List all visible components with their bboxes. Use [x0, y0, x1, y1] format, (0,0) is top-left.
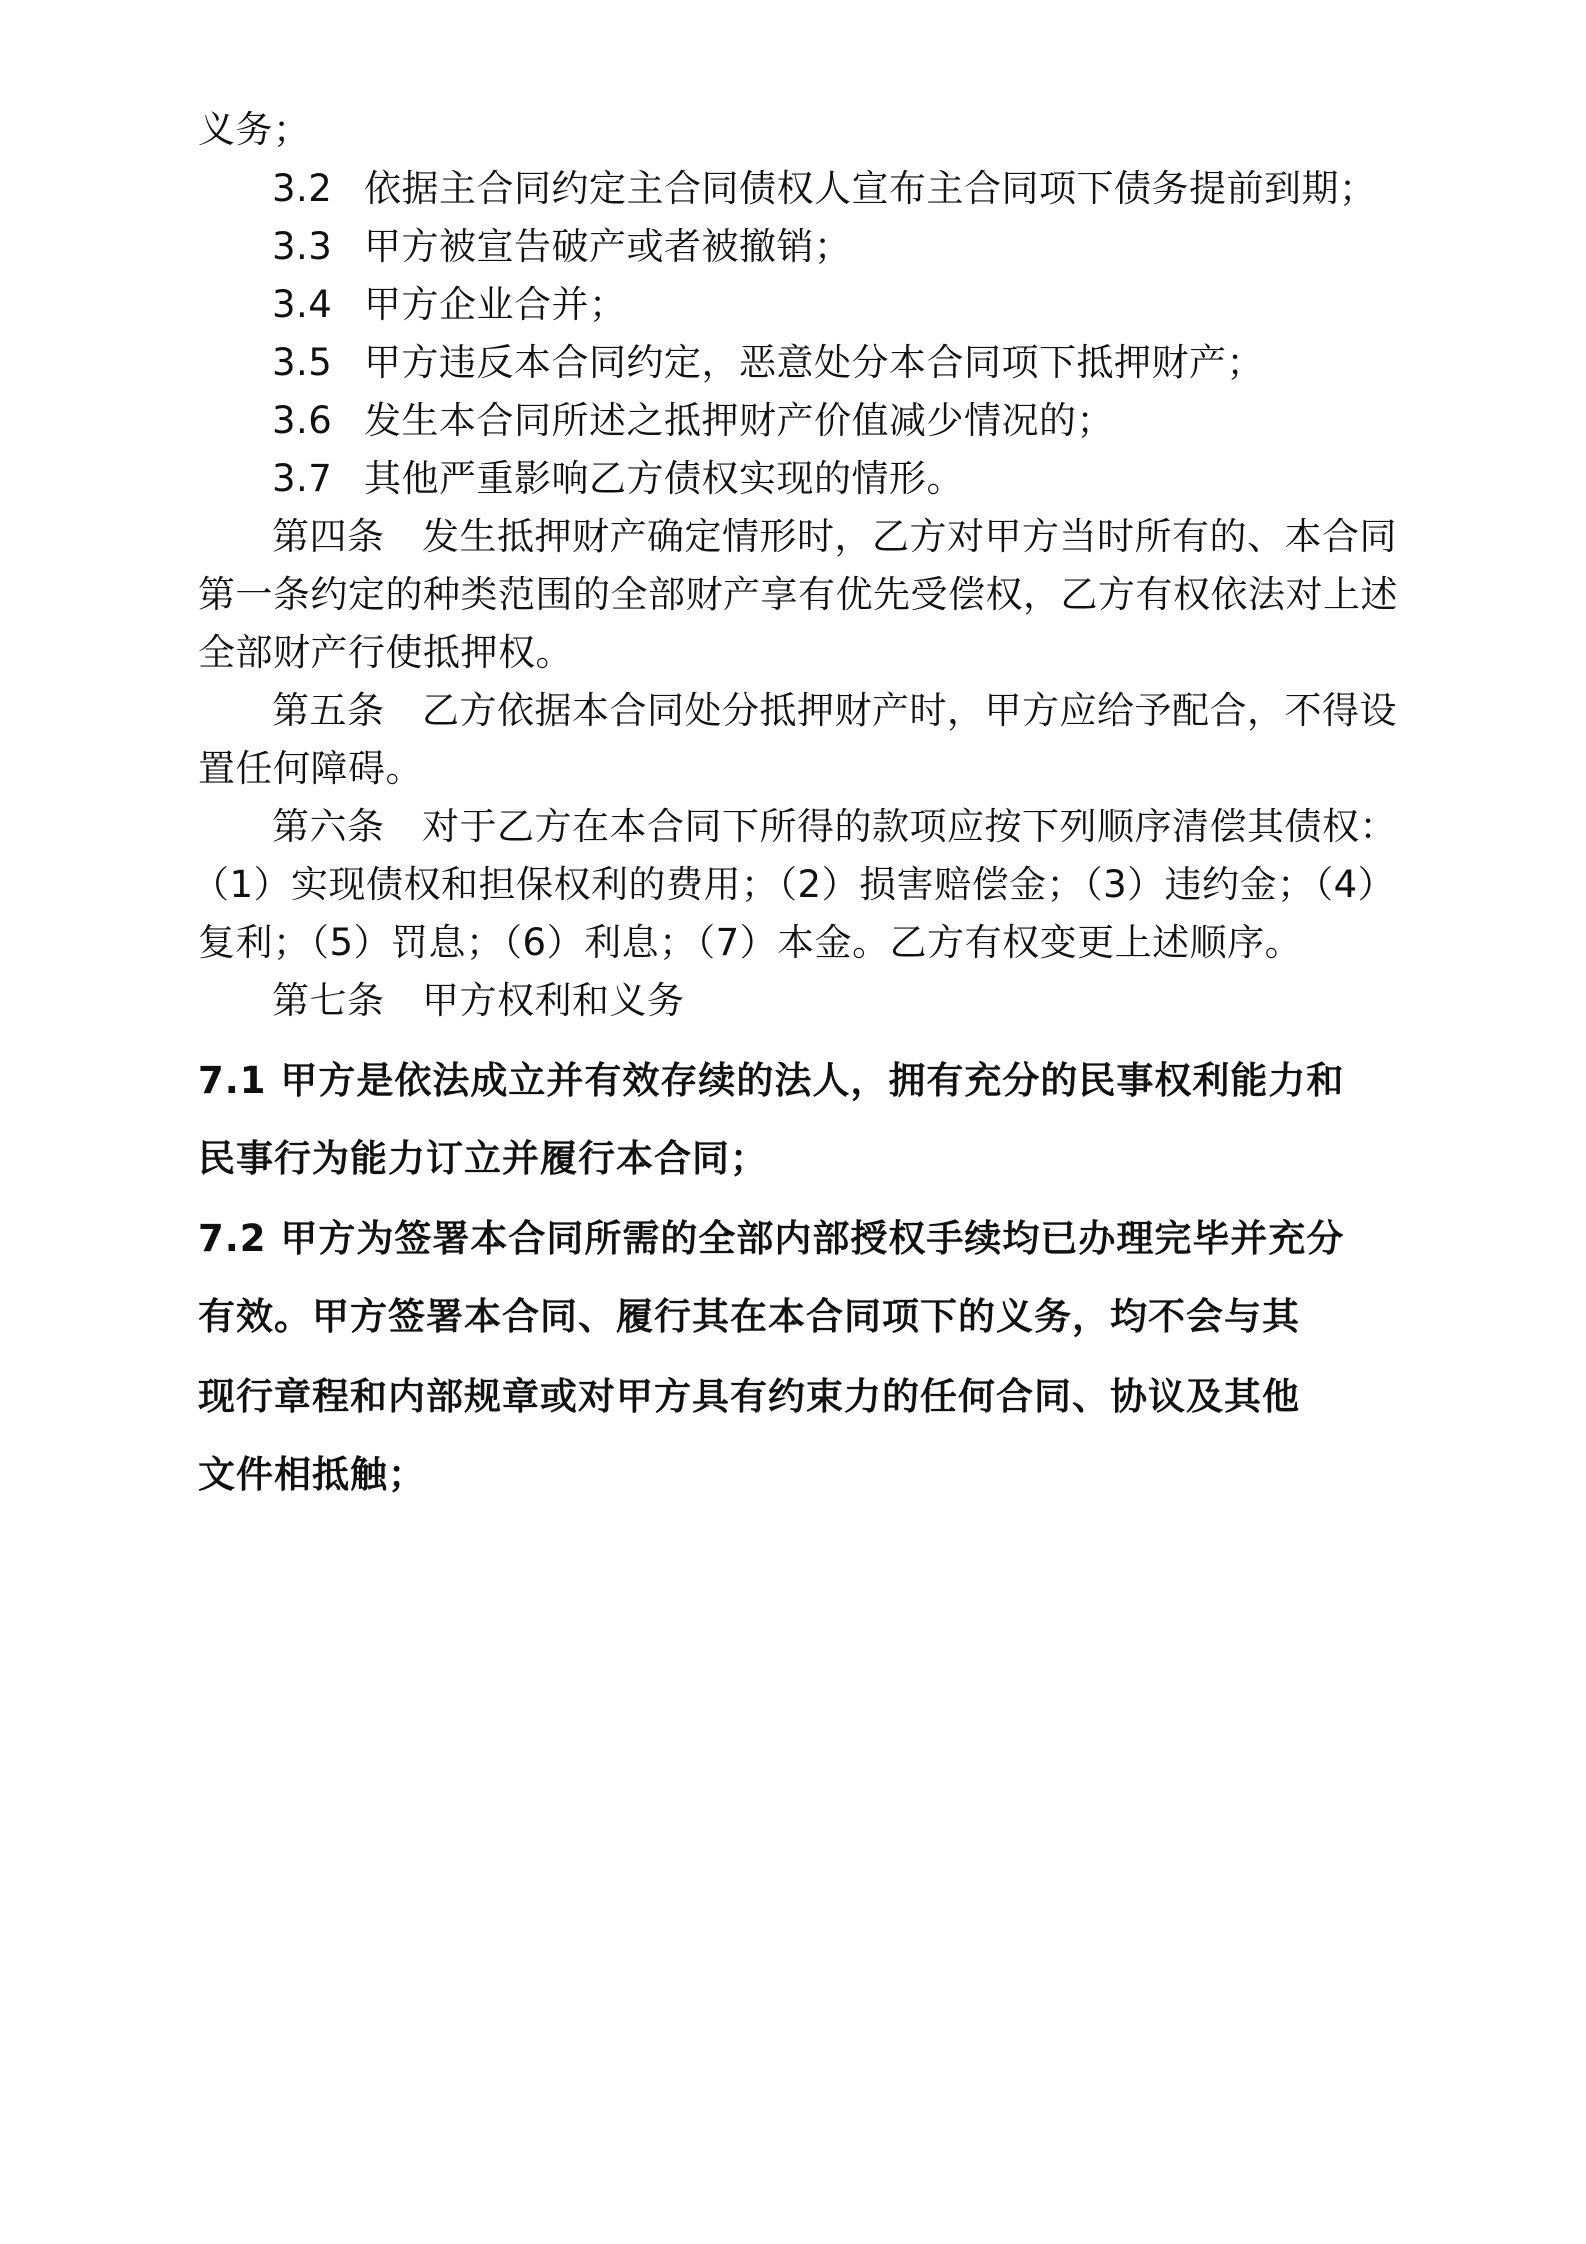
article-5: 第五条 乙方依据本合同处分抵押财产时，甲方应给予配合，不得设 — [272, 686, 1397, 736]
article-label: 第六条 — [272, 805, 385, 848]
article-6: 第六条 对于乙方在本合同下所得的款项应按下列顺序清偿其债权： — [272, 802, 1397, 852]
clause-number: 3.5 — [272, 341, 333, 384]
clause-3-7: 3.7 其他严重影响乙方债权实现的情形。 — [272, 454, 964, 504]
text-line: 民事行为能力订立并履行本合同； — [198, 1137, 768, 1180]
clause-3-3: 3.3 甲方被宣告破产或者被撤销； — [272, 222, 852, 272]
text-line: 置任何障碍。 — [198, 747, 423, 790]
section-7-1: 7.1 甲方是依法成立并有效存续的法人，拥有充分的民事权利能力和 — [198, 1059, 1345, 1102]
article-4: 第四条 发生抵押财产确定情形时，乙方对甲方当时所有的、本合同 — [272, 512, 1397, 562]
clause-3-5: 3.5 甲方违反本合同约定，恶意处分本合同项下抵押财产； — [272, 338, 1264, 388]
clause-number: 3.3 — [272, 225, 333, 268]
text-line: 复利；（5）罚息；（6）利息；（7）本金。乙方有权变更上述顺序。 — [198, 921, 1303, 964]
article-label: 第五条 — [272, 689, 385, 732]
clause-3-4: 3.4 甲方企业合并； — [272, 280, 627, 330]
clause-number: 3.6 — [272, 399, 333, 442]
clause-number: 3.7 — [272, 457, 333, 500]
clause-3-2: 3.2 依据主合同约定主合同债权人宣布主合同项下债务提前到期； — [272, 164, 1377, 214]
text-line: 全部财产行使抵押权。 — [198, 631, 573, 674]
text-line: 第一条约定的种类范围的全部财产享有优先受偿权，乙方有权依法对上述 — [198, 573, 1398, 616]
article-7: 第七条 甲方权利和义务 — [272, 976, 685, 1026]
article-label: 第七条 — [272, 979, 385, 1022]
section-7-2: 7.2 甲方为签署本合同所需的全部内部授权手续均已办理完毕并充分 — [198, 1217, 1345, 1260]
text-line: 有效。甲方签署本合同、履行其在本合同项下的义务，均不会与其 — [198, 1295, 1300, 1338]
text-line: （1）实现债权和担保权利的费用；（2）损害赔偿金；（3）违约金；（4） — [192, 863, 1396, 906]
clause-number: 3.4 — [272, 283, 333, 326]
article-label: 第四条 — [272, 515, 385, 558]
text-line: 义务； — [198, 108, 311, 151]
clause-3-6: 3.6 发生本合同所述之抵押财产价值减少情况的； — [272, 396, 1114, 446]
text-line: 现行章程和内部规章或对甲方具有约束力的任何合同、协议及其他 — [198, 1375, 1300, 1418]
clause-number: 3.2 — [272, 167, 333, 210]
text-line: 文件相抵触； — [198, 1453, 426, 1496]
